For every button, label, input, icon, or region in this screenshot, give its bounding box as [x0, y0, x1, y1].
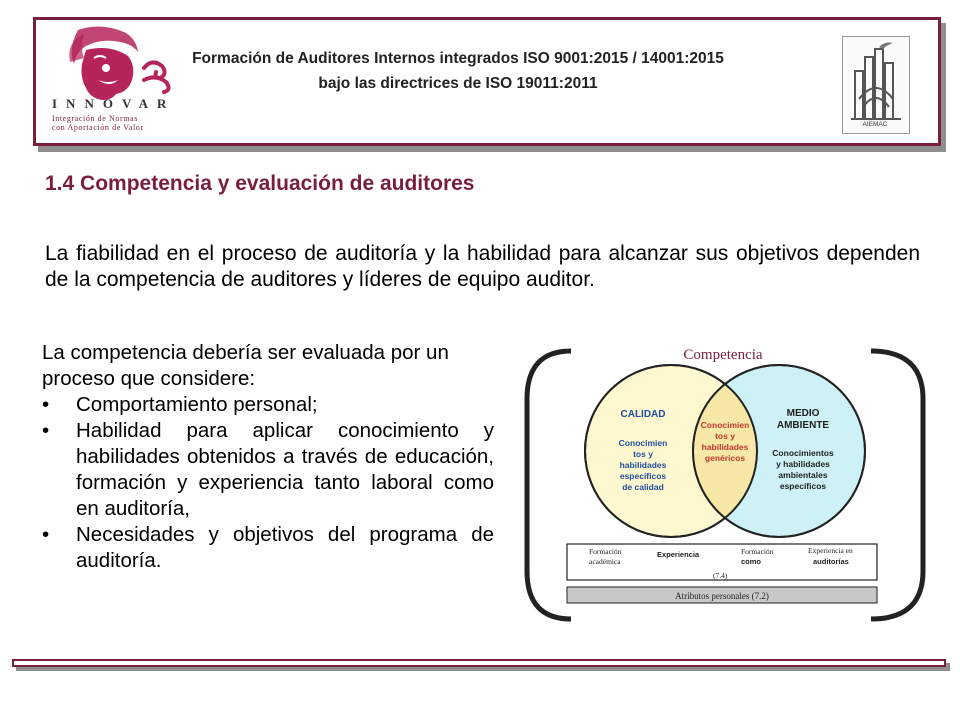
logo-tagline-line-2: con Aportación de Valor — [52, 123, 144, 132]
bullet-item: • Habilidad para aplicar conocimiento y habilidades obtenidos a través de educación, formación y experiencia tanto laboral como en auditoría, — [42, 418, 494, 522]
overlap-text-line: genéricos — [704, 453, 746, 463]
aiemac-seal-icon — [842, 36, 910, 134]
footer-rule — [12, 659, 946, 667]
attributes-bar-label: Atributos personales (7.2) — [675, 591, 769, 601]
calidad-text-line: Conocimien — [618, 438, 668, 448]
bullet-item: • Necesidades y objetivos del programa de auditoría. — [42, 522, 494, 574]
medio-ambiente-label: AMBIENTE — [776, 420, 830, 431]
box-item-formacion-academica: Formación — [589, 547, 622, 556]
box-item-experiencia-auditorias: auditorías — [813, 557, 849, 566]
bullet-item: • Comportamiento personal; — [42, 392, 494, 418]
competence-diagram — [519, 339, 931, 629]
calidad-text-line: habilidades — [619, 460, 667, 470]
bullet-list — [42, 392, 494, 574]
ambiente-text-line: ambientales — [778, 470, 828, 480]
lead-paragraph: La competencia debería ser evaluada por un proceso que considere: — [42, 341, 449, 390]
overlap-text-line: habilidades — [701, 442, 749, 452]
intro-paragraph: La fiabilidad en el proceso de auditoría y la habilidad para alcanzar sus objetivos dependen de la competencia de auditores y líderes de equipo auditor. — [45, 242, 920, 291]
calidad-text-line: específicos — [619, 471, 667, 481]
diagram-title: Competencia — [683, 347, 763, 363]
overlap-text-line: Conocimien — [700, 420, 750, 430]
calidad-label: CALIDAD — [620, 409, 666, 420]
box-note: (7.4) — [713, 571, 728, 580]
box-item-formacion-academica: académica — [589, 557, 621, 566]
logo-tagline-line-1: Integración de Normas — [52, 114, 138, 123]
ambiente-text-line: Conocimientos — [772, 448, 834, 458]
left-bracket — [527, 351, 571, 619]
calidad-text-line: tos y — [633, 449, 653, 459]
overlap-text-line: tos y — [715, 431, 735, 441]
aiemac-seal-label: AIEMAC — [862, 121, 888, 128]
ambiente-text-line: y habilidades — [776, 459, 830, 469]
box-item-formacion-como: Formación — [741, 547, 774, 556]
box-item-formacion-como: como — [741, 557, 762, 566]
section-heading: 1.4 Competencia y evaluación de auditores — [45, 172, 475, 195]
ambiente-text-line: específicos — [779, 481, 827, 491]
course-title: Formación de Auditores Internos integrados ISO 9001:2015 / 14001:2015 bajo las directrices de ISO 19011:2011 — [192, 50, 724, 92]
box-item-experiencia-auditorias: Experiencia en — [808, 546, 853, 555]
logo-tagline — [52, 114, 144, 132]
logo-wordmark: INNOVAR — [52, 96, 176, 111]
calidad-text-line: de calidad — [622, 482, 664, 492]
medio-ambiente-label: MEDIO — [786, 408, 820, 419]
box-item-experiencia: Experiencia — [657, 550, 700, 559]
right-bracket — [871, 351, 923, 619]
